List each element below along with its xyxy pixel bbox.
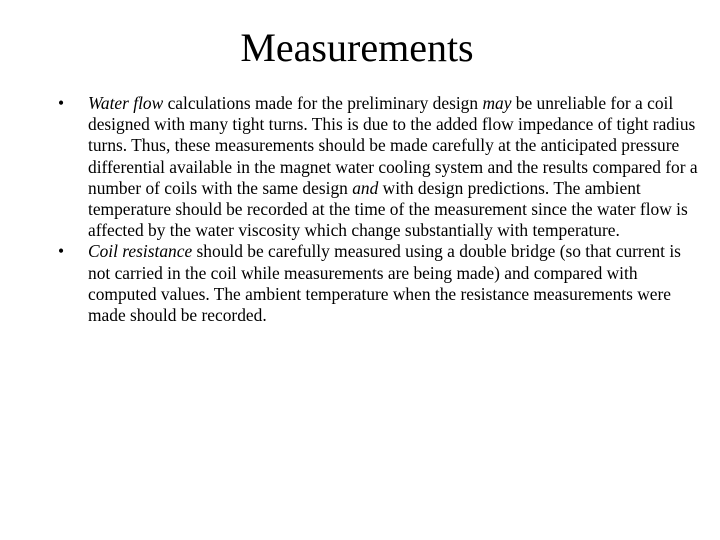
bullet-coil-resistance — [58, 241, 698, 326]
bullet-text-segment: with design predictions. The ambient temperature should be recorded at the time of the measurement since the water flow is affected by the water viscosity which change substantially with temperature. — [88, 177, 688, 241]
bullet-marker: • — [58, 241, 65, 262]
bullet-water-flow — [58, 93, 698, 241]
bullet-lead-coil-resistance: Coil resistance — [88, 241, 193, 262]
slide-title: Measurements — [240, 25, 474, 70]
bullet-text-segment: calculations made for the preliminary design — [163, 93, 483, 113]
bullet-list — [58, 93, 698, 326]
bullet-italic-may: may — [482, 93, 512, 113]
bullet-marker: • — [58, 93, 65, 113]
bullet-text-segment: should be carefully measured using a double bridge (so that current is not carried in the coil while measurements are being made) and compared with computed values. The ambient temperature when the resistance measurements were made should be recorded. — [88, 241, 681, 326]
bullet-italic-and: and — [352, 177, 379, 198]
bullet-text-segment: be unreliable for a coil designed with many tight turns. This is due to the added flow impedance of tight radius turns. Thus, these measurements should be made carefully at the anticipated pressure differential available in the magnet water cooling system and the results compared for a number of coils with the same design — [88, 93, 698, 198]
bullet-lead-water-flow: Water flow — [88, 93, 164, 113]
